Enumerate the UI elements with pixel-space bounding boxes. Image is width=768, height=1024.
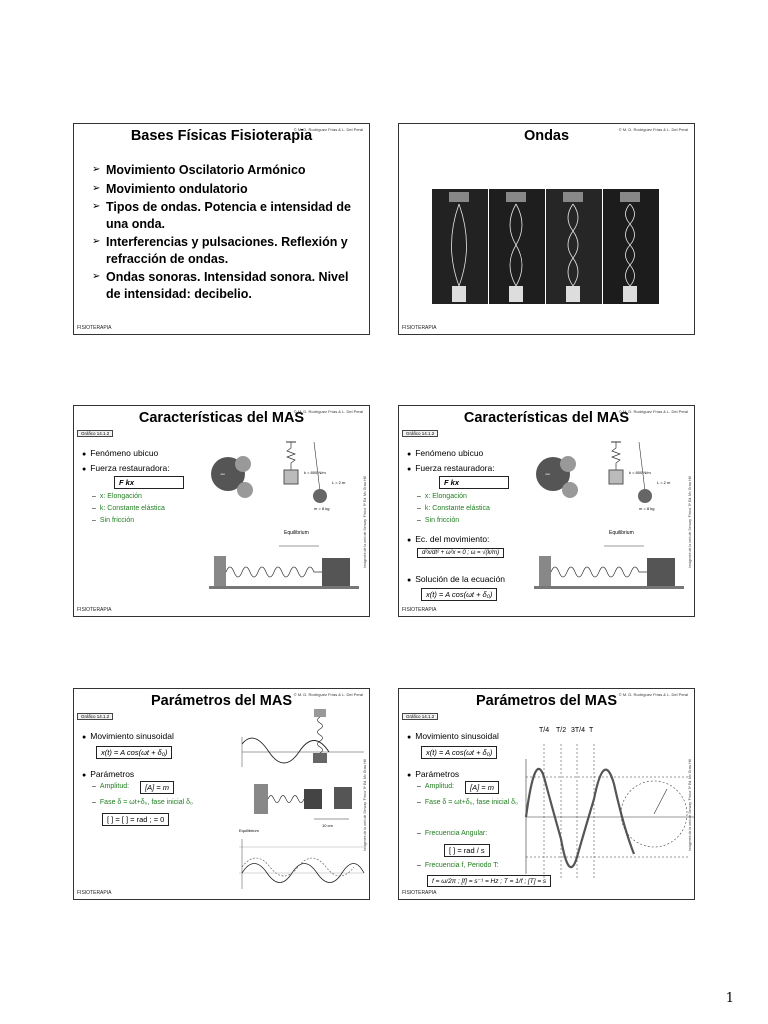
slide-bases-fisicas — [73, 123, 370, 335]
label-equilibrium: Equilibrium — [609, 530, 634, 536]
equation-solution: x(t) = A cos(ωt + δ₀) — [421, 746, 497, 759]
oscillator-figures — [74, 406, 369, 616]
figure-tag: Gráfico 14.1.2 — [402, 713, 438, 720]
equation-amplitud: [A] = m — [465, 781, 499, 794]
label-k: k = 800 N/m — [629, 470, 651, 475]
slide-ondas — [398, 123, 695, 335]
label-10cm: 10 cm — [322, 823, 333, 828]
sub-elongacion: – x: Elongación — [417, 493, 467, 500]
equation-hooke: F kx — [114, 476, 184, 489]
equation-amplitud: [A] = m — [140, 781, 174, 794]
slide-caracteristicas-2 — [398, 405, 695, 617]
vertical-credit: Imágenes de la web de Serway ‘Física’ 5ª Ed. Mc Graw Hill — [688, 759, 692, 851]
slide-credit: © M. D. Rodríguez Frías & L. Del Peral — [618, 409, 688, 414]
equation-omega: [ ] = rad / s — [444, 844, 490, 857]
slide-credit: © M. D. Rodríguez Frías & L. Del Peral — [293, 692, 363, 697]
slide-footer: FISIOTERAPIA — [402, 890, 437, 896]
label-equilibrium: Equilibrium — [239, 828, 259, 833]
slide-footer: FISIOTERAPIA — [77, 607, 112, 613]
bullet-ecuacion: ● Ec. del movimiento: — [407, 534, 489, 544]
vertical-credit: Imágenes de la web de Serway ‘Física’ 5ª Ed. Mc Graw Hill — [688, 476, 692, 568]
vertical-credit: Imágenes de la web de Serway ‘Física’ 5ª Ed. Mc Graw Hill — [363, 759, 367, 851]
equation-hooke: F kx — [439, 476, 509, 489]
slide-footer: FISIOTERAPIA — [402, 325, 437, 331]
list-item: ➢ Movimiento ondulatorio — [92, 181, 354, 198]
slide-title: Ondas — [523, 128, 570, 144]
slide-credit: © M. D. Rodríguez Frías & L. Del Peral — [293, 409, 363, 414]
label-k: k = 800 N/m — [304, 470, 326, 475]
label-L: L = 2 m — [657, 480, 671, 485]
slide-footer: FISIOTERAPIA — [77, 325, 112, 331]
sub-frecuencia-angular: – Frecuencia Angular: — [417, 830, 487, 837]
bullet-fuerza: ● Fuerza restauradora: — [82, 463, 170, 473]
list-item: ➢ Movimiento Oscilatorio Armónico — [92, 162, 354, 179]
sub-fase: – Fase δ = ωt+δ₀, fase inicial δ₀ — [417, 799, 518, 806]
figure-tag: Gráfico 14.1.2 — [77, 430, 113, 437]
bullet-parametros: ● Parámetros — [407, 769, 459, 779]
sub-constante: – k: Constante elástica — [417, 505, 490, 512]
slide-title: Parámetros del MAS — [475, 693, 618, 709]
cosine-graph — [399, 689, 694, 899]
figure-tag: Gráfico 14.1.2 — [402, 430, 438, 437]
slide-title: Parámetros del MAS — [150, 693, 293, 709]
equation-periodo: f = ω/2π ; [f] = s⁻¹ = Hz ; T = 1/f ; [T] = s — [427, 875, 551, 887]
bullet-parametros: ● Parámetros — [82, 769, 134, 779]
label-equilibrium: Equilibrium — [284, 530, 309, 536]
sub-fase: – Fase δ = ωt+δ₀, fase inicial δ₀ — [92, 799, 193, 806]
bullet-sinusoidal: ● Movimiento sinusoidal — [407, 731, 499, 741]
bullet-fuerza: ● Fuerza restauradora: — [407, 463, 495, 473]
sub-elongacion: – x: Elongación — [92, 493, 142, 500]
slide-footer: FISIOTERAPIA — [77, 890, 112, 896]
sinusoidal-figures — [74, 689, 369, 899]
slide-title: Características del MAS — [138, 410, 305, 426]
equation-solution: x(t) = A cos(ωt + δ₀) — [96, 746, 172, 759]
topic-list — [92, 162, 354, 304]
standing-waves-photo — [399, 124, 694, 334]
figure-tag: Gráfico 14.1.2 — [77, 713, 113, 720]
list-item: ➢ Tipos de ondas. Potencia e intensidad de una onda. — [92, 199, 354, 232]
slide-credit: © M. D. Rodríguez Frías & L. Del Peral — [618, 692, 688, 697]
svg-text:−: − — [220, 469, 226, 479]
label-m: m = 8 kg — [639, 506, 655, 511]
equation-solution: x(t) = A cos(ωt + δ₀) — [421, 588, 497, 601]
slide-parametros-2 — [398, 688, 695, 900]
frac-t2: T/2 — [556, 727, 567, 734]
oscillator-figures — [399, 406, 694, 616]
bullet-solucion: ● Solución de la ecuación — [407, 574, 505, 584]
list-item: ➢ Interferencias y pulsaciones. Reflexión y refracción de ondas. — [92, 234, 354, 267]
slide-credit: © M. D. Rodríguez Frías & L. Del Peral — [618, 127, 688, 132]
sub-amplitud: – Amplitud: — [417, 783, 454, 790]
list-item: ➢ Ondas sonoras. Intensidad sonora. Nivel de intensidad: decibelio. — [92, 269, 354, 302]
equation-fase: [ ] = [ ] = rad ; = 0 — [102, 813, 169, 826]
sub-constante: – k: Constante elástica — [92, 505, 165, 512]
slide-title: Bases Físicas Fisioterapia — [130, 128, 313, 144]
slide-credit: © M. D. Rodríguez Frías & L. Del Peral — [293, 127, 363, 132]
equation-motion: d²x/dt² + ω²x = 0 ; ω = √(k/m) — [417, 548, 504, 558]
sub-friccion: – Sin fricción — [92, 517, 134, 524]
vertical-credit: Imágenes de la web de Serway ‘Física’ 5ª Ed. Mc Graw Hill — [363, 476, 367, 568]
sub-frecuencia-periodo: – Frecuencia f, Periodo T: — [417, 862, 499, 869]
sub-friccion: – Sin fricción — [417, 517, 459, 524]
frac-3t4: 3T/4 — [571, 727, 586, 734]
bullet-ubicuo: ● Fenómeno ubicuo — [407, 448, 483, 458]
slide-title: Características del MAS — [463, 410, 630, 426]
frac-t4: T/4 — [539, 727, 550, 734]
frac-t: T — [589, 727, 594, 734]
label-L: L = 2 m — [332, 480, 346, 485]
slide-footer: FISIOTERAPIA — [402, 607, 437, 613]
label-m: m = 8 kg — [314, 506, 330, 511]
sub-amplitud: – Amplitud: — [92, 783, 129, 790]
svg-text:−: − — [545, 469, 551, 479]
bullet-sinusoidal: ● Movimiento sinusoidal — [82, 731, 174, 741]
bullet-ubicuo: ● Fenómeno ubicuo — [82, 448, 158, 458]
page-number: 1 — [725, 991, 734, 1006]
slide-parametros-1 — [73, 688, 370, 900]
slide-caracteristicas-1 — [73, 405, 370, 617]
